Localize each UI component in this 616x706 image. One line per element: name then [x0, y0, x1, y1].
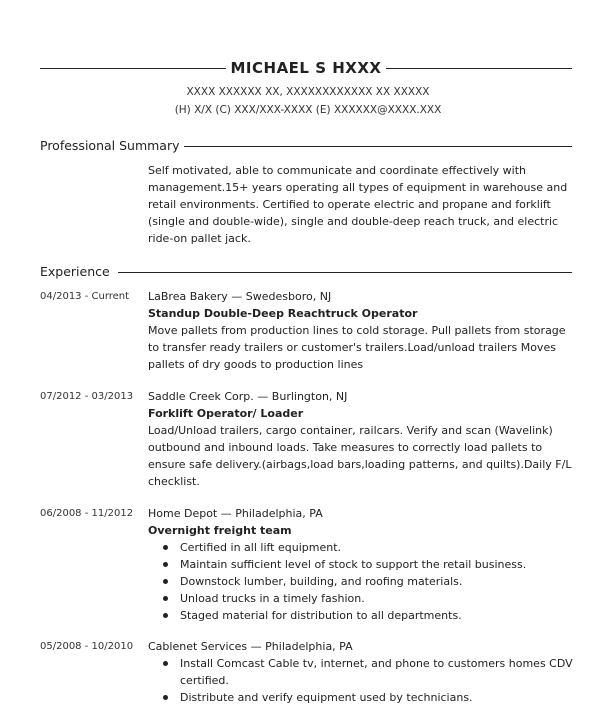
header-rule-left: [40, 68, 226, 69]
list-item: [148, 607, 588, 624]
section-rule-summary: [184, 146, 572, 147]
job-title: Standup Double-Deep Reachtruck Operator: [148, 307, 418, 320]
section-heading-summary: Professional Summary: [40, 138, 180, 153]
summary-line: ride-on pallet jack.: [148, 232, 251, 245]
contact-address: XXXX XXXXXX XX, XXXXXXXXXXXX XX XXXXX: [186, 86, 430, 98]
section-rule-experience: [118, 272, 572, 273]
bullet-dot: [163, 613, 168, 618]
job-bullet-list: [148, 539, 588, 624]
job-employer: Home Depot: [148, 507, 218, 520]
job-line: pallets of dry goods to production lines: [148, 358, 364, 371]
list-item: [148, 590, 588, 607]
bullet-text: Staged material for distribution to all departments.: [180, 609, 462, 622]
list-item: [148, 573, 588, 590]
job-title: Overnight freight team: [148, 524, 292, 537]
bullet-text: Certified in all lift equipment.: [180, 541, 342, 554]
section-heading-experience: Experience: [40, 264, 110, 279]
list-item: [148, 539, 588, 556]
bullet-text: certified.: [180, 674, 229, 687]
summary-line: (single and double-wide), single and double-deep reach truck, and electric: [148, 215, 559, 228]
job-dates: 07/2012 - 03/2013: [40, 391, 134, 402]
bullet-dot: [163, 596, 168, 601]
summary-line: management.15+ years operating all types of equipment in warehouse and: [148, 181, 568, 194]
job-line: checklist.: [148, 475, 200, 488]
bullet-dot: [163, 661, 168, 666]
job-separator: —: [250, 640, 262, 653]
bullet-text: Unload trucks in a timely fashion.: [180, 592, 365, 605]
candidate-name: MICHAEL S HXXX: [230, 59, 382, 77]
job-bullet-list: [148, 655, 588, 706]
bullet-dot: [163, 695, 168, 700]
summary-line: Self motivated, able to communicate and coordinate effectively with: [148, 164, 527, 177]
bullet-dot: [163, 545, 168, 550]
job-location: Swedesboro, NJ: [245, 290, 332, 303]
job-employer-line: [148, 288, 331, 305]
job-location: Philadelphia, PA: [235, 507, 323, 520]
job-employer-line: [148, 638, 353, 655]
summary-text: [148, 162, 578, 247]
list-item: [148, 672, 588, 689]
bullet-text: Distribute and verify equipment used by technicians.: [180, 691, 473, 704]
bullet-dot: [163, 562, 168, 567]
bullet-text: Install Comcast Cable tv, internet, and phone to customers homes CDV: [180, 657, 573, 670]
job-description: [148, 422, 578, 490]
bullet-text: Maintain sufficient level of stock to support the retail business.: [180, 558, 527, 571]
list-item: [148, 556, 588, 573]
job-employer: Cablenet Services: [148, 640, 248, 653]
job-line: Move pallets from production lines to cold storage. Pull pallets from storage: [148, 324, 566, 337]
job-description: [148, 322, 578, 373]
job-location: Philadelphia, PA: [265, 640, 353, 653]
job-employer-line: [148, 505, 323, 522]
job-line: outbound and inbound loads. Take measures to correctly load pallets to: [148, 441, 543, 454]
summary-line: retail environments. Certified to operate electric and propane and forklift: [148, 198, 551, 211]
list-item: [148, 689, 588, 706]
job-dates: 05/2008 - 10/2010: [40, 641, 134, 652]
header-rule-right: [386, 68, 572, 69]
job-line: ensure safe delivery.(airbags,load bars,loading patterns, and quilts).Daily F/L: [148, 458, 572, 471]
contact-phone-email: (H) X/X (C) XXX/XXX-XXXX (E) XXXXXX@XXXX.XXX: [174, 104, 442, 116]
job-separator: —: [257, 390, 269, 403]
job-title: Forklift Operator/ Loader: [148, 407, 304, 420]
job-employer: LaBrea Bakery: [148, 290, 228, 303]
job-separator: —: [231, 290, 243, 303]
job-separator: —: [220, 507, 232, 520]
bullet-text: Downstock lumber, building, and roofing materials.: [180, 575, 463, 588]
job-location: Burlington, NJ: [271, 390, 348, 403]
job-line: to transfer ready trailers or customer's trailers.Load/unload trailers Moves: [148, 341, 556, 354]
job-employer: Saddle Creek Corp.: [148, 390, 254, 403]
job-dates: 04/2013 - Current: [40, 291, 130, 302]
bullet-dot: [163, 579, 168, 584]
job-line: Load/Unload trailers, cargo container, railcars. Verify and scan (Wavelink): [148, 424, 553, 437]
job-employer-line: [148, 388, 347, 405]
job-dates: 06/2008 - 11/2012: [40, 508, 134, 519]
list-item: [148, 655, 588, 672]
name-header: [40, 58, 572, 78]
